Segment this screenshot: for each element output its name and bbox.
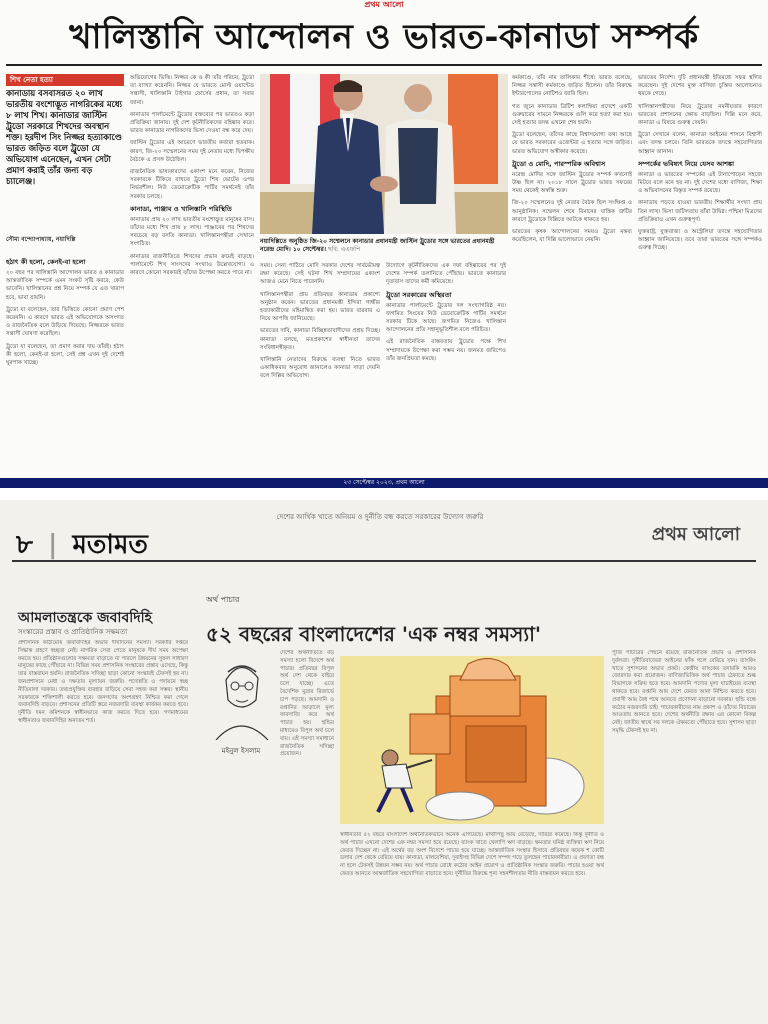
editorial-cartoon	[340, 656, 604, 824]
news-photo	[260, 74, 508, 234]
brand-logo: প্রথম আলো	[651, 524, 740, 545]
article-column-1: হঠাৎ কী হলো, কেনই-বা হলো ২০ বছর পর খালিস্তানি আন্দোলন ভারত ও কানাডার আন্তর্জাতিক সম্পর্কে এমন সংকট সৃষ্টি করবে, কেউ ভাবেনি। খালিস্তানের প্রশ্ন নিয়ে সম্পর্ক যে এত খারাপ হবে, ভাবা যায়নি। ট্রুডো যা বলেছেন, তার ভিত্তিতে কোনো প্রমাণ পেশ করেননি। এ কারণে ভারত এই অভিযোগকে অসংগত ও রাজনৈতিক বলে উড়িয়ে দিয়েছে। নিজ্জরকে ভারত সন্ত্রাসী ঘোষণা করেছিল। ট্রুডো যা বলেছেন, তা প্রমাণ করার দায় তাঁরই। হঠাৎ কী হলো, কেনই-বা হলো, সেই প্রশ্ন এখন দুই দেশেই ঘুরপাক খাচ্ছে।	[6, 258, 124, 367]
side-column-subtitle: সংস্কারের প্রস্তাব ও প্রাতিষ্ঠানিক সক্ষমতা	[18, 628, 128, 636]
article-column-3: সময়। সেনা পাঠিয়ে মোদি সরকার দেশের সার্বভৌমত্ব রক্ষা করেছে। সেই ঘটনা শিখ সম্প্রদায়ের একাংশ আজও মেনে নিতে পারেননি। খালিস্তানপন্থীরা প্রায় প্রতিবছর কানাডায় প্রকাশ্যে অনুষ্ঠান করেন। ভারতের প্রধানমন্ত্রী ইন্দিরা গান্ধীর হত্যাকারীদের মহিমান্বিত করা হয়। ভারত বারবার এ নিয়ে আপত্তি জানিয়েছে। ভারতের দাবি, কানাডা বিচ্ছিন্নতাবাদীদের প্রশ্রয় দিচ্ছে। কানাডা বলছে, মতপ্রকাশের স্বাধীনতা তাদের সংবিধানস্বীকৃত। খালিস্তানি নেতাদের বিরুদ্ধে ব্যবস্থা নিতে ভারত একাধিকবার অনুরোধ জানালেও কানাডা সাড়া দেয়নি বলে দিল্লির অভিযোগ।	[260, 263, 380, 380]
article-column-5: কর্মকাণ্ডে, তাঁর নাম তালিকায় শীর্ষে। ভারত বলেছে, নিজ্জর সন্ত্রাসী কর্মকাণ্ডে জড়িত ছিলেন। তাঁর বিরুদ্ধে ইন্টারপোলের নোটিশও জারি ছিল। গত জুনে কানাডার ব্রিটিশ কলাম্বিয়া প্রদেশে একটি গুরুদ্বারের সামনে নিজ্জরকে গুলি করে হত্যা করা হয়। সেই হত্যার তদন্ত এখনো শেষ হয়নি। ট্রুডো বলেছেন, তাঁদের কাছে বিশ্বাসযোগ্য তথ্য আছে যে ভারত সরকারের এজেন্টরা এ হত্যার সঙ্গে জড়িত। ভারত অভিযোগ অস্বীকার করেছে। ট্রুডো ও মোদি, পারস্পরিক অবিশ্বাস নরেন্দ্র মোদির সঙ্গে জাস্টিন ট্রুডোর সম্পর্ক কখনোই উষ্ণ ছিল না। ২০১৮ সালে ট্রুডোর ভারত সফরের সময় থেকেই অস্বস্তি শুরু। জি-২০ সম্মেলনেও দুই নেতার বৈঠক ছিল সংক্ষিপ্ত ও আনুষ্ঠানিক। সম্মেলন শেষে বিমানের যান্ত্রিক ত্রুটির কারণে ট্রুডোকে দিল্লিতে আটকে থাকতে হয়। ভারতের কৃষক আন্দোলনের সময়ও ট্রুডো মন্তব্য করেছিলেন, যা দিল্লি ভালোভাবে নেয়নি।	[512, 75, 632, 244]
subhead: ট্রুডো ও মোদি, পারস্পরিক অবিশ্বাস	[512, 159, 606, 168]
byline: সৌম্য বন্দ্যোপাধ্যায়, নয়াদিল্লি	[6, 236, 76, 243]
article-column-6: ভারতের নির্দেশ। দুটি প্রধানমন্ত্রী ইতিমধ্যে সফর স্থগিত করেছেন। দুই দেশের মুক্ত বাণিজ্য চুক্তির আলোচনাও থমকে গেছে। খালিস্তানপন্থীদের নিয়ে ট্রুডোর নমনীয়তার কারণে ভারতের প্রশাসনের ক্ষোভ বাড়ছিল। দিল্লি মনে করে, কানাডা এ বিষয়ে গুরুত্ব দেয়নি। ট্রুডো সেখানে বলেন, কানাডা আইনের শাসনে বিশ্বাসী এবং তদন্ত চলবে। তিনি ভারতকে তদন্তে সহযোগিতার আহ্বান জানান। সম্পর্কের ভবিষ্যৎ নিয়ে যেসব আশঙ্কা কানাডা ও ভারতের সম্পর্কের এই টানাপোড়েন সহজে মিটবে বলে মনে হয় না। দুই দেশের মধ্যে বাণিজ্য, শিক্ষা ও অভিবাসনের বিস্তৃত সম্পর্ক রয়েছে। কানাডায় পড়তে যাওয়া ভারতীয় শিক্ষার্থীর সংখ্যা প্রায় তিন লাখ। ভিসা জটিলতায় তাঁরা উদ্বিগ্ন। পশ্চিমা মিত্রদের প্রতিক্রিয়াও এখন গুরুত্বপূর্ণ। যুক্তরাষ্ট্র, যুক্তরাজ্য ও অস্ট্রেলিয়া তদন্তে সহযোগিতার আহ্বান জানিয়েছে। তবে তারা ভারতের সঙ্গে সম্পর্কও গুরুত্ব দিচ্ছে।	[638, 75, 762, 252]
column-kicker: অর্থ পাচার	[206, 595, 240, 604]
section-tag: শিখ নেতা হত্যা	[6, 74, 124, 86]
lede-box	[6, 74, 124, 250]
opinion-column-2: স্বাধীনতার ৫২ বছরে বাংলাদেশ অর্থনৈতিকভাবে অনেক এগিয়েছে। মাথাপিছু আয় বেড়েছে, দারিদ্র্য কমেছে। কিন্তু দুর্নীতি ও অর্থ পাচার এখনো দেশের এক নম্বর সমস্যা হয়ে রয়েছে। ব্যাংক খাতে খেলাপি ঋণ বাড়ছে। ক্ষমতার ঘনিষ্ঠ ব্যক্তিরা ঋণ নিয়ে ফেরত দিচ্ছেন না। এই অর্থের বড় অংশ বিদেশে পাচার হয়ে যাচ্ছে। আন্তর্জাতিক সংস্থার হিসাবে প্রতিবছর কয়েক শ কোটি ডলার দেশ থেকে বেরিয়ে যায়। কানাডা, মালয়েশিয়া, দুবাইসহ বিভিন্ন দেশে সম্পদ গড়ে তুলছেন পাচারকারীরা। এ প্রবণতা বন্ধ না হলে টেকসই উন্নয়ন সম্ভব নয়। অর্থ পাচার রোধে কঠোর আইন প্রয়োগ ও প্রাতিষ্ঠানিক সংস্কার জরুরি। পাচার হওয়া অর্থ ফেরত আনতে আন্তর্জাতিক সহযোগিতা বাড়াতে হবে। দুর্নীতির বিরুদ্ধে শূন্য সহনশীলতার নীতি বাস্তবায়ন করতে হবে।	[340, 832, 604, 877]
footer-bar: ২৩ সেপ্টেম্বর ২০২৩, প্রথম আলো	[0, 478, 768, 488]
subhead: হঠাৎ কী হলো, কেনই-বা হলো	[6, 258, 86, 266]
opinion-headline: ৫২ বছরের বাংলাদেশের 'এক নম্বর সমস্যা'	[206, 622, 542, 646]
masthead: প্রথম আলো	[364, 0, 404, 9]
page-number: ৮	[16, 530, 33, 560]
opinion-column-3: পুঁজি পাচারের পেছনে রয়েছে রাজনৈতিক প্রভাব ও প্রশাসনিক দুর্বলতা। দুর্নীতিবাজেরা আইনের ফাঁক গলে বেরিয়ে যান। ব্যাংকিং খাতে সুশাসনের অভাব প্রকট। কেন্দ্রীয় ব্যাংকের তদারকি আরও জোরদার করা প্রয়োজন। বাণিজ্যভিত্তিক অর্থ পাচার ঠেকাতে শুল্ক বিভাগকে সক্রিয় হতে হবে। আমদানি পণ্যের মূল্য যাচাইয়ের ব্যবস্থা থাকতে হবে। রপ্তানি আয় দেশে ফেরত আনা নিশ্চিত করতে হবে। প্রবাসী আয় বৈধ পথে আনতে প্রণোদনা বাড়ানো দরকার। হুন্ডি বন্ধে কঠোর নজরদারি চাই। পাচারকারীদের নাম প্রকাশ ও তাঁদের বিচারের আওতায় আনতে হবে। দেশের অর্থনীতি রক্ষায় এর কোনো বিকল্প নেই। জাতীয় স্বার্থে সব দলকে ঐকমত্যে পৌঁছাতে হবে। সুশাসন ছাড়া সমৃদ্ধি টেকসই হয় না।	[612, 650, 756, 734]
lede-text: কানাডায় বসবাসরত ২০ লাখ ভারতীয় বংশোদ্ভূত নাগরিকের মধ্যে ৮ লাখ শিখ। কানাডার জাস্টিন ট্রুডো সরকারে শিখদের অবস্থান শক্ত। হরদীপ সিং নিজ্জর হত্যাকাণ্ডে ভারত জড়িত বলে ট্রুডো যে অভিযোগ এনেছেন, এখন সেটা প্রমাণ করাই তাঁর জন্য বড় চ্যালেঞ্জ।	[6, 88, 122, 186]
subhead: সম্পর্কের ভবিষ্যৎ নিয়ে যেসব আশঙ্কা	[638, 159, 735, 168]
author-sketch-image	[206, 650, 276, 740]
opinion-column-1: দেশের অর্থনীতিতে বড় সমস্যা হলো বিদেশে অর্থ পাচার। প্রতিবছর বিপুল অর্থ দেশ থেকে বাইরে চলে যাচ্ছে। এতে বৈদেশিক মুদ্রার রিজার্ভে চাপ পড়ছে। আমদানি ও রপ্তানির আড়ালে মূল্য কারসাজি করে অর্থ পাচার হয়। হুন্ডির মাধ্যমেও বিপুল অর্থ চলে যায়। এই সমস্যা সমাধানে রাজনৈতিক সদিচ্ছা প্রয়োজন।	[280, 650, 334, 758]
cartoon-image	[340, 656, 604, 824]
headline-rule	[6, 64, 762, 66]
header-rule	[12, 560, 756, 562]
photo-caption	[260, 238, 508, 258]
page-number-section: ৮ | মতামত	[16, 530, 148, 560]
leaders-handshake-image	[260, 74, 508, 234]
page-headline: খালিস্তানি আন্দোলন ও ভারত-কানাডা সম্পর্ক	[69, 17, 699, 57]
subhead: কানাডা, পাঞ্জাব ও খালিস্তানি পরিস্থিতি	[130, 204, 232, 213]
author-name: মইনুল ইসলাম	[221, 747, 261, 755]
front-page	[0, 0, 768, 488]
section-name: মতামত	[72, 530, 148, 560]
subhead: ট্রুডো সরকারের অস্থিরতা	[386, 290, 452, 299]
caption-credit: ছবি: এএফপি	[328, 246, 361, 253]
side-column-title: আমলাতন্ত্রকে জবাবদিহি	[18, 610, 153, 626]
article-column-4: উদ্যোগে কূটনীতিকদের এক দফা বহিষ্কারের পর দুই দেশের সম্পর্ক তলানিতে পৌঁছায়। ভারতে কানাডার দূতাবাস তাদের কর্মী কমিয়েছে। ট্রুডো সরকারের অস্থিরতা কানাডার পার্লামেন্টে ট্রুডোর দল সংখ্যাগরিষ্ঠ নয়। জগমিত সিংয়ের নিউ ডেমোক্রেটিক পার্টির সমর্থনে সরকার টিকে আছে। জগমিত নিজেও খালিস্তান আন্দোলনের প্রতি সহানুভূতিশীল বলে পরিচিত। এই রাজনৈতিক বাস্তবতায় ট্রুডোর পক্ষে শিখ সম্প্রদায়কে উপেক্ষা করা সম্ভব নয়। জনমত জরিপেও তাঁর জনপ্রিয়তা কমছে।	[386, 263, 506, 362]
author-portrait	[206, 650, 276, 740]
page-ticker: দেশের আর্থিক খাতে অনিয়ম ও দুর্নীতি বন্ধ করতে সরকারের উদ্যোগ জরুরি	[276, 513, 484, 521]
side-column-text: প্রশাসনিক কাঠামোয় জবাবদিহির অভাব দীর্ঘদিনের সমস্যা। সরকারি দপ্তরে সিদ্ধান্ত গ্রহণে স্বচ্ছতা নেই। নাগরিক সেবা পেতে মানুষকে দীর্ঘ সময় অপেক্ষা করতে হয়। প্রতিষ্ঠানগুলোর সক্ষমতা বাড়াতে না পারলে উন্নয়নের সুফল সাধারণ মানুষের কাছে পৌঁছাবে না। বিভিন্ন সময় প্রশাসনিক সংস্কারের প্রস্তাব এসেছে, কিন্তু তার বাস্তবায়ন হয়নি। রাজনৈতিক সদিচ্ছা ছাড়া কোনো সংস্কারই টেকসই হয় না। জনপ্রশাসনে মেধা ও দক্ষতার মূল্যায়ন জরুরি। পদোন্নতি ও পদায়নে স্বচ্ছ নীতিমালা দরকার। তথ্যপ্রযুক্তির ব্যবহার বাড়িয়ে সেবা সহজ করা সম্ভব। স্থানীয় সরকারকে শক্তিশালী করতে হবে। জনগণের অংশগ্রহণ নিশ্চিত করা গেলে জবাবদিহি বাড়বে। প্রশাসনের প্রতিটি স্তরে নজরদারি ব্যবস্থা কার্যকর করতে হবে। দুর্নীতি দমন কমিশনকে স্বাধীনভাবে কাজ করতে দিতে হবে। গণমাধ্যমের স্বাধীনতাও জবাবদিহির অন্যতম শর্ত।	[18, 640, 188, 724]
caption-text: নয়াদিল্লিতে অনুষ্ঠিত জি-২০ সম্মেলনে কানাডার প্রধানমন্ত্রী জাস্টিন ট্রুডোর সঙ্গে ভারতের প্রধানমন্ত্রী নরেন্দ্র মোদি। ১০ সেপ্টেম্বর।	[260, 238, 495, 253]
article-column-2: অভিযোগের ভিত্তি। নিজ্জর কে ও কী তাঁর পরিচয়, ট্রুডো তা ব্যাখ্যা করেননি। নিজ্জর যে ভারতে মোস্ট ওয়ান্টেড সন্ত্রাসী, খালিস্তানি টাইগার ফোর্সের প্রধান, তা সবার জানা। কানাডার পার্লামেন্টে ট্রুডোর বক্তব্যের পর ভারতও কড়া প্রতিক্রিয়া জানায়। দুই দেশ কূটনীতিকদের বহিষ্কার করে। ভারত কানাডার নাগরিকদের ভিসা দেওয়া বন্ধ করে দেয়। জাস্টিন ট্রুডোর এই আচরণে ভারতীয় কর্তারা হতবাক। কারণ, জি-২০ সম্মেলনের সময় দুই নেতার মধ্যে দ্বিপক্ষীয় বৈঠকে এ প্রসঙ্গ উঠেছিল। রাজনৈতিক ভাষ্যকারদের একাংশ মনে করেন, নিজের সরকারকে টিকিয়ে রাখতে ট্রুডো শিখ ভোটের ওপর নির্ভরশীল। নিউ ডেমোক্রেটিক পার্টির সমর্থনেই তাঁর সরকার চলছে। কানাডা, পাঞ্জাব ও খালিস্তানি পরিস্থিতি কানাডায় প্রায় ২০ লাখ ভারতীয় বংশোদ্ভূত মানুষের বাস। তাঁদের মধ্যে শিখ প্রায় ৮ লাখ। পাঞ্জাবের পর শিখদের সবচেয়ে বড় বসতি কানাডা। খালিস্তানপন্থীরা সেখানে সংগঠিত। কানাডার রাজনীতিতে শিখদের প্রভাব ক্রমেই বাড়ছে। পার্লামেন্টে শিখ সাংসদের সংখ্যাও উল্লেখযোগ্য। এ কারণে কোনো সরকারই তাঁদের উপেক্ষা করতে পারে না।	[130, 75, 254, 277]
